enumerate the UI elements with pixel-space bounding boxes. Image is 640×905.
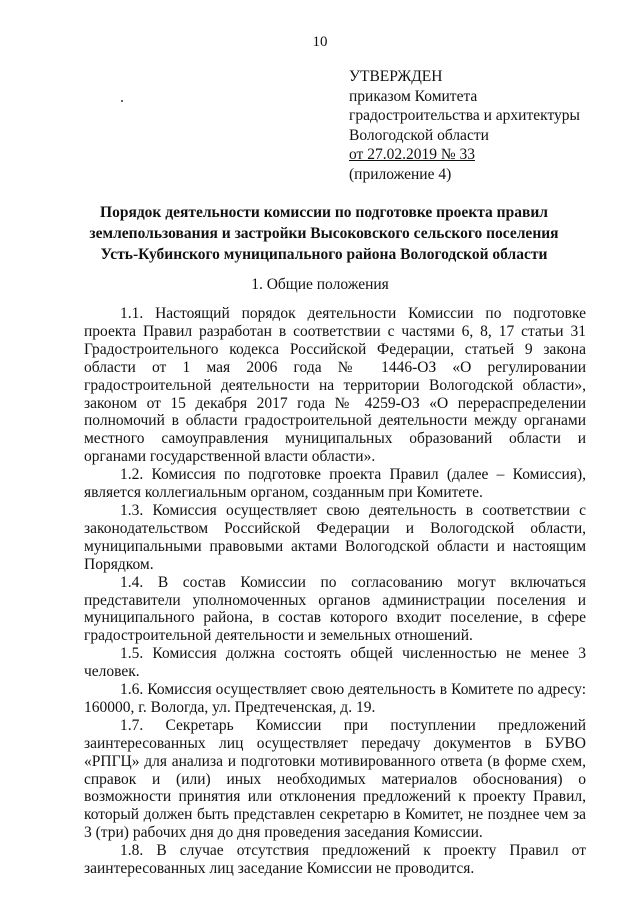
- approval-date-number: от 27.02.2019 № 33: [349, 146, 475, 163]
- paragraph-1-7: 1.7. Секретарь Комиссии при поступлении предложений заинтересованных лиц осуществляет передачу документов в БУВО «РПГЦ» для анализа и подготовки мотивированного ответа (в форме схем, справок и (или) иных необходимых материалов обоснования) о возможности принятия или отклонения предложений к проекту Правил, который должен быть представлен секретарю в Комитет, не позднее чем за 3 (три) рабочих дня до дня проведения заседания Комиссии.: [84, 716, 586, 842]
- paragraph-1-4: 1.4. В состав Комиссии по согласованию могут включаться представители уполномоченных органов администрации поселения и муниципального района, в состав которого входит поселение, в сфере градостроительной деятельности и земельных отношений.: [84, 573, 586, 645]
- approval-block: [349, 67, 580, 184]
- scan-speck: [121, 100, 123, 102]
- paragraph-1-8: 1.8. В случае отсутствия предложений к проекту Правил от заинтересованных лиц заседание Комиссии не проводится.: [84, 842, 586, 878]
- title-line-2: землепользования и застройки Высоковского сельского поселения: [89, 225, 559, 242]
- page-number: 10: [312, 34, 328, 50]
- document-body: [84, 305, 586, 878]
- approval-line-3: Вологодской области: [349, 126, 489, 144]
- approval-appendix: (приложение 4): [349, 165, 452, 183]
- paragraph-1-1: 1.1. Настоящий порядок деятельности Комиссии по подготовке проекта Правил разработан в соответствии с частями 6, 8, 17 статьи 31 Градостроительного кодекса Российской Федерации, статьей 9 закона области от 1 мая 2006 года № 1446-ОЗ «О регулировании градостроительной деятельности на территории Вологодской области», законом от 15 декабря 2017 года № 4259-ОЗ «О перераспределении полномочий в области градостроительной деятельности между органами местного самоуправления муниципальных образований области и органами государственной власти области».: [84, 305, 586, 466]
- paragraph-1-5: 1.5. Комиссия должна состоять общей численностью не менее 3 человек.: [84, 645, 586, 681]
- paragraph-1-6: 1.6. Комиссия осуществляет свою деятельность в Комитете по адресу: 160000, г. Вологда, ул. Предтеченская, д. 19.: [84, 681, 586, 716]
- title-line-3: Усть-Кубинского муниципального района Вологодской области: [100, 246, 548, 263]
- document-title: [60, 202, 588, 265]
- approval-line-2: градостроительства и архитектуры: [349, 107, 580, 124]
- approval-heading: УТВЕРЖДЕН: [349, 68, 443, 85]
- section-heading: 1. Общие положения: [251, 276, 389, 293]
- paragraph-1-3: 1.3. Комиссия осуществляет свою деятельность в соответствии с законодательством Российской Федерации и Вологодской области, муниципальными правовыми актами Вологодской области и настоящим Порядком.: [84, 501, 586, 573]
- paragraph-1-2: 1.2. Комиссия по подготовке проекта Правил (далее – Комиссия), является коллегиальным органом, созданным при Комитете.: [84, 466, 586, 502]
- approval-line-1: приказом Комитета: [349, 87, 478, 105]
- title-line-1: Порядок деятельности комиссии по подготовке проекта правил: [100, 204, 548, 221]
